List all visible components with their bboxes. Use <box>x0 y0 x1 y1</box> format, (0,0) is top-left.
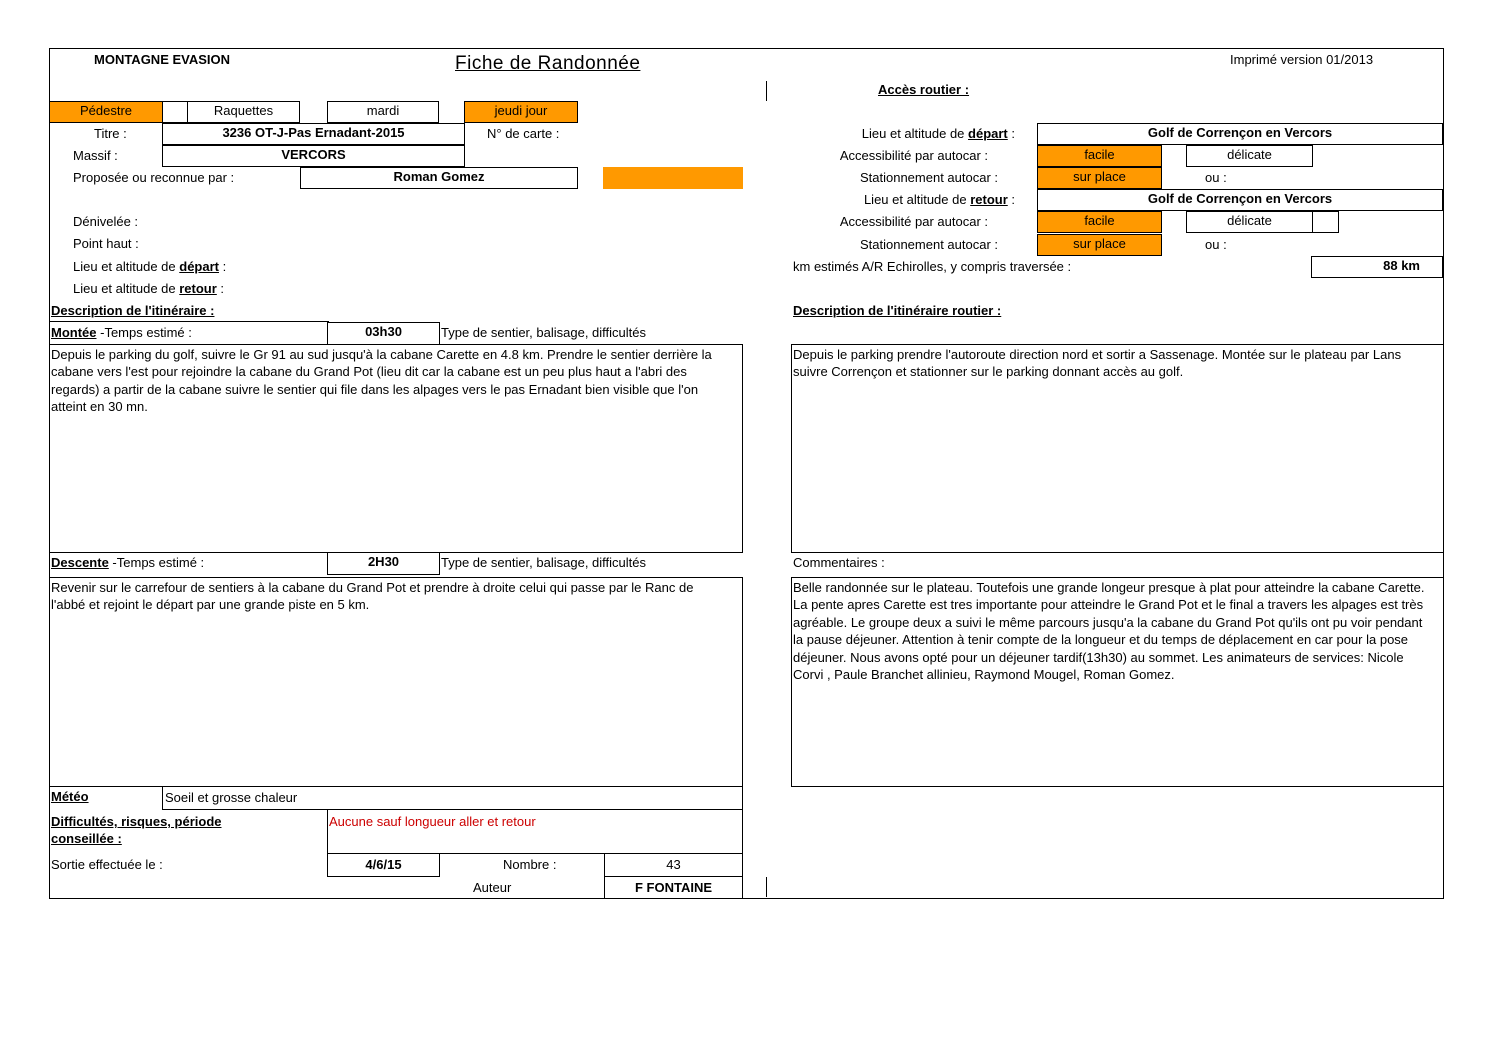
point-haut-label: Point haut : <box>73 236 139 251</box>
descente-label: Descente -Temps estimé : <box>51 555 205 570</box>
montee-label: Montée -Temps estimé : <box>51 325 192 340</box>
proposee-label: Proposée ou reconnue par : <box>73 170 235 185</box>
meteo-label: Météo <box>51 789 89 804</box>
difficultes-value: Aucune sauf longueur aller et retour <box>329 814 536 829</box>
type-empty-box[interactable] <box>162 101 188 123</box>
type-pedestre[interactable]: Pédestre <box>49 101 163 123</box>
type-sentier-descente: Type de sentier, balisage, difficultés <box>441 555 646 570</box>
montee-text: Depuis le parking du golf, suivre le Gr 91 au sud jusqu'à la cabane Carette en 4.8 km. Prendre le sentier derrière la cabane vers l'est pour rejoindre la cabane du Grand Pot (lieu dit car la cabane est un peu plus haut a l'abri des regards) a partir de la cabane suivre le sentier qui file dans les alpages vers le pas Ernadant bien visible que l'on atteint en 30 mn. <box>51 347 712 415</box>
access1-label: Accessibilité par autocar : <box>839 148 988 163</box>
auteur-label: Auteur <box>473 880 512 895</box>
description-heading: Description de l'itinéraire : <box>51 303 215 318</box>
carte-label: N° de carte : <box>487 126 560 141</box>
station1-ou: ou : <box>1205 170 1227 185</box>
type-jeudi[interactable]: jeudi jour <box>464 101 578 123</box>
type-raquettes[interactable]: Raquettes <box>187 101 300 123</box>
access1-delicate[interactable]: délicate <box>1186 145 1313 167</box>
titre-label: Titre : <box>94 126 127 141</box>
type-sentier-montee: Type de sentier, balisage, difficultés <box>441 325 646 340</box>
station1-value[interactable]: sur place <box>1037 167 1162 189</box>
page-title: Fiche de Randonnée <box>455 53 641 74</box>
routier-heading: Description de l'itinéraire routier : <box>793 303 1002 318</box>
access2-label: Accessibilité par autocar : <box>839 214 988 229</box>
meteo-value[interactable]: Soeil et grosse chaleur <box>162 786 743 810</box>
massif-label: Massif : <box>73 148 118 163</box>
station1-label: Stationnement autocar : <box>859 170 998 185</box>
access2-delicate[interactable]: délicate <box>1186 211 1313 233</box>
auteur-value[interactable]: F FONTAINE <box>604 876 743 899</box>
titre-value[interactable]: 3236 OT-J-Pas Ernadant-2015 <box>162 123 465 145</box>
routier-text: Depuis le parking prendre l'autoroute direction nord et sortir a Sassenage. Montée sur le plateau par Lans suivre Corrençon et stationner sur le parking donnant accès au golf. <box>793 347 1402 380</box>
access1-facile[interactable]: facile <box>1037 145 1162 167</box>
montee-time[interactable]: 03h30 <box>327 322 440 345</box>
lieu-depart-label: Lieu et altitude de départ : <box>73 259 227 274</box>
descente-time[interactable]: 2H30 <box>327 552 440 575</box>
nombre-label: Nombre : <box>503 857 557 872</box>
difficultes-label: Difficultés, risques, période conseillée : <box>51 814 222 846</box>
proposee-value[interactable]: Roman Gomez <box>300 167 578 189</box>
station2-ou: ou : <box>1205 237 1227 252</box>
commentaires-text: Belle randonnée sur le plateau. Toutefois une grande longeur presque à plat pour atteindre la cabane Carette. La pente apres Carette est tres importante pour atteindre le Grand Pot et le final a travers les alpages est très agréable. Le groupe deux a suivi le même parcours jusqu'a la cabane du Grand Pot qu'ils ont pu voir pendant la pause déjeuner. Attention à tenir compte de la longueur et du temps de déplacement en car pour la pose déjeuner. Nous avons opté pour un déjeuner tardif(13h30) au sommet. Les animateurs de services: Nicole Corvi , Paule Branchet allinieu, Raymond Mougel, Roman Gomez. <box>793 580 1425 683</box>
sortie-date[interactable]: 4/6/15 <box>327 853 440 877</box>
depart-label: Lieu et altitude de départ : <box>861 126 1015 141</box>
station2-label: Stationnement autocar : <box>859 237 998 252</box>
acces-routier-heading: Accès routier : <box>878 82 970 97</box>
retour-value[interactable]: Golf de Corrençon en Vercors <box>1037 189 1443 211</box>
access2-extra-box[interactable] <box>1312 211 1339 233</box>
access2-facile[interactable]: facile <box>1037 211 1162 233</box>
station2-value[interactable]: sur place <box>1037 234 1162 256</box>
sortie-label: Sortie effectuée le : <box>51 857 163 872</box>
orange-marker <box>603 167 743 189</box>
denivelee-label: Dénivelée : <box>73 214 139 229</box>
retour-label: Lieu et altitude de retour : <box>863 192 1015 207</box>
km-value[interactable]: 88 km <box>1311 256 1443 278</box>
lieu-retour-label: Lieu et altitude de retour : <box>73 281 225 296</box>
km-label: km estimés A/R Echirolles, y compris traversée : <box>793 259 1072 274</box>
divider-mark-bottom <box>766 877 767 897</box>
divider-mark-top <box>766 81 767 101</box>
version-label: Imprimé version 01/2013 <box>1230 52 1374 67</box>
depart-value[interactable]: Golf de Corrençon en Vercors <box>1037 123 1443 145</box>
massif-value[interactable]: VERCORS <box>162 145 465 167</box>
type-mardi[interactable]: mardi <box>327 101 439 123</box>
commentaires-label: Commentaires : <box>793 555 885 570</box>
company-name: MONTAGNE EVASION <box>94 52 231 67</box>
nombre-value[interactable]: 43 <box>604 853 743 877</box>
descente-text: Revenir sur le carrefour de sentiers à la cabane du Grand Pot et prendre à droite celui qui passe par le Ranc de l'abbé et rejoint le départ par une grande piste en 5 km. <box>51 580 694 613</box>
montee-line <box>49 321 329 322</box>
